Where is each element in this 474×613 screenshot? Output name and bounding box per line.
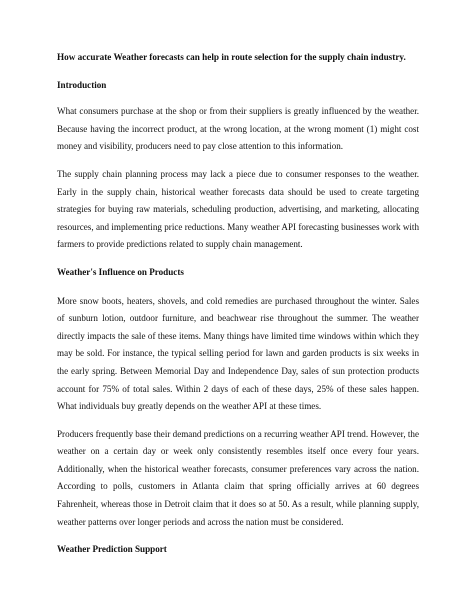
document-title: How accurate Weather forecasts can help in route selection for the supply chain industry. [57, 52, 406, 62]
section-heading-weather-prediction-support: Weather Prediction Support [57, 544, 167, 555]
section-heading-weather-influence: Weather's Influence on Products [57, 266, 184, 277]
section-heading-introduction: Introduction [57, 79, 107, 90]
paragraph: What consumers purchase at the shop or from their suppliers is greatly influenced by the weather. Because having the incorrect product, at the wrong location, at the wrong moment (1) might cost money and visibility, producers need to pay close attention to this information. [57, 106, 419, 152]
paragraph: The supply chain planning process may lack a piece due to consumer responses to the weather. Early in the supply chain, historical weather forecasts data should be used to create targeting strategies for buying raw materials, scheduling production, advertising, and marketing, allocating resources, and implementing price reductions. Many weather API forecasting businesses work with farmers to provide predictions related to supply chain management. [57, 168, 419, 250]
paragraph: More snow boots, heaters, shovels, and cold remedies are purchased throughout the winter. Sales of sunburn lotion, outdoor furniture, and beachwear rise throughout the summer. The weather directly impacts the sale of these items. Many things have limited time windows within which they may be sold. For instance, the typical selling period for lawn and garden products is six weeks in the early spring. Between Memorial Day and Independence Day, sales of sun protection products account for 75% of total sales. Within 2 days of each of these days, 25% of these sales happen. What individuals buy greatly depends on the weather API at these times. [57, 295, 419, 412]
document-body [57, 49, 419, 570]
paragraph: Producers frequently base their demand predictions on a recurring weather API trend. However, the weather on a certain day or week only consistently resembles itself once every four years. Additionally, when the historical weather forecasts, consumer preferences vary across the nation. According to polls, customers in Atlanta claim that spring officially arrives at 60 degrees Fahrenheit, whereas those in Detroit claim that it does so at 50. As a result, while planning supply, weather patterns over longer periods and across the nation must be considered. [57, 428, 419, 527]
